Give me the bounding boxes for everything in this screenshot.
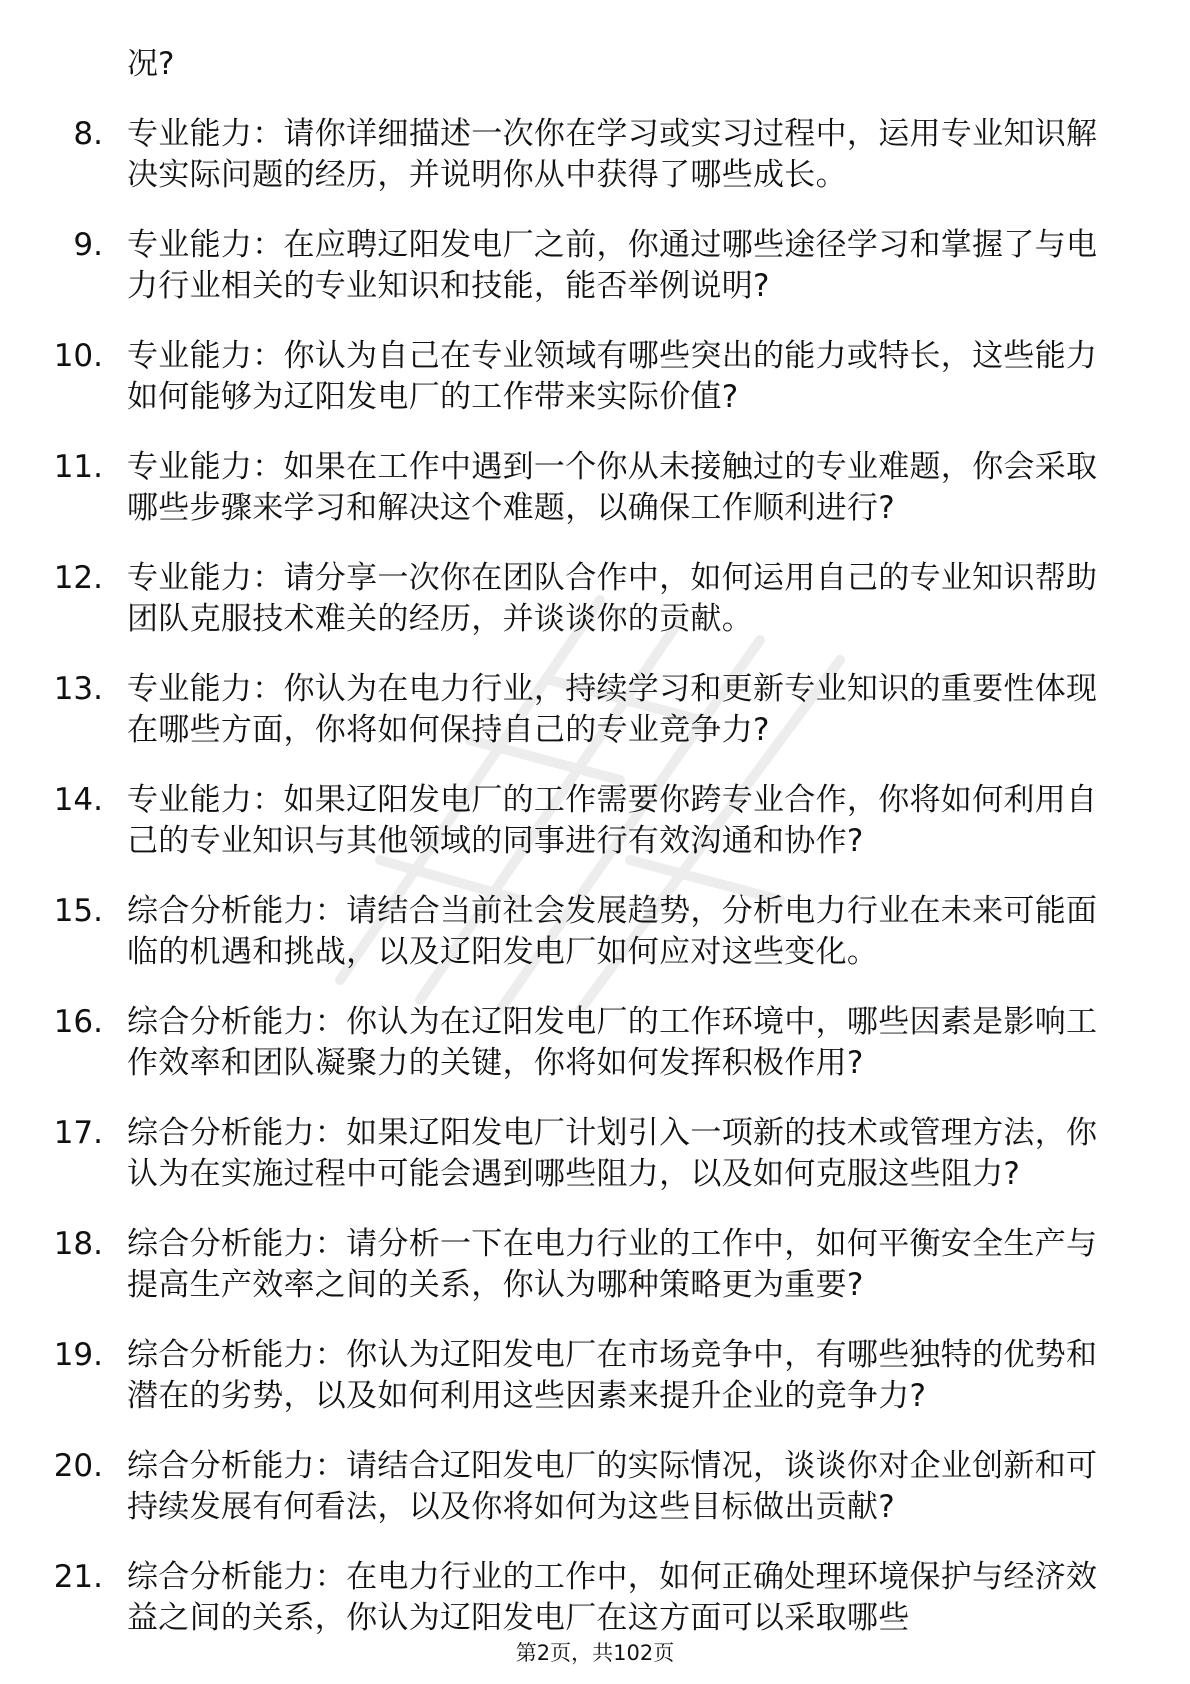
question-number: 21. bbox=[53, 1559, 103, 1595]
question-item bbox=[0, 1557, 1190, 1639]
question-text: 专业能力：请你详细描述一次你在学习或实习过程中，运用专业知识解决实际问题的经历，并说明你从中获得了哪些成长。 bbox=[127, 116, 1098, 193]
question-item bbox=[0, 558, 1190, 640]
question-text: 综合分析能力：请结合当前社会发展趋势，分析电力行业在未来可能面临的机遇和挑战，以及辽阳发电厂如何应对这些变化。 bbox=[127, 893, 1098, 970]
question-number: 10. bbox=[53, 338, 103, 374]
question-text: 专业能力：如果在工作中遇到一个你从未接触过的专业难题，你会采取哪些步骤来学习和解决这个难题，以确保工作顺利进行? bbox=[127, 449, 1098, 526]
question-item bbox=[0, 1113, 1190, 1195]
question-item bbox=[0, 336, 1190, 418]
question-item bbox=[0, 225, 1190, 307]
question-number: 14. bbox=[53, 782, 103, 818]
question-text: 专业能力：你认为在电力行业，持续学习和更新专业知识的重要性体现在哪些方面，你将如何保持自己的专业竞争力? bbox=[127, 671, 1098, 748]
question-number: 16. bbox=[53, 1004, 103, 1040]
question-item bbox=[0, 114, 1190, 196]
question-text: 综合分析能力：如果辽阳发电厂计划引入一项新的技术或管理方法，你认为在实施过程中可能会遇到哪些阻力，以及如何克服这些阻力? bbox=[127, 1115, 1098, 1192]
question-text: 专业能力：如果辽阳发电厂的工作需要你跨专业合作，你将如何利用自己的专业知识与其他领域的同事进行有效沟通和协作? bbox=[127, 782, 1098, 859]
question-item bbox=[0, 1224, 1190, 1306]
question-number: 9. bbox=[73, 227, 103, 263]
question-number: 8. bbox=[73, 116, 103, 152]
question-number: 11. bbox=[53, 449, 103, 485]
question-number: 15. bbox=[53, 893, 103, 929]
question-number: 13. bbox=[53, 671, 103, 707]
question-number: 19. bbox=[53, 1337, 103, 1373]
question-text: 专业能力：在应聘辽阳发电厂之前，你通过哪些途径学习和掌握了与电力行业相关的专业知识和技能，能否举例说明? bbox=[127, 227, 1098, 304]
question-text: 综合分析能力：在电力行业的工作中，如何正确处理环境保护与经济效益之间的关系，你认为辽阳发电厂在这方面可以采取哪些 bbox=[127, 1559, 1098, 1636]
questions-content bbox=[0, 44, 1190, 1639]
question-number: 18. bbox=[53, 1226, 103, 1262]
question-list bbox=[0, 114, 1190, 1639]
question-text: 综合分析能力：你认为在辽阳发电厂的工作环境中，哪些因素是影响工作效率和团队凝聚力的关键，你将如何发挥积极作用? bbox=[127, 1004, 1098, 1081]
question-item bbox=[0, 447, 1190, 529]
question-number: 12. bbox=[53, 560, 103, 596]
question-text: 综合分析能力：你认为辽阳发电厂在市场竞争中，有哪些独特的优势和潜在的劣势，以及如何利用这些因素来提升企业的竞争力? bbox=[127, 1337, 1098, 1414]
question-text: 综合分析能力：请结合辽阳发电厂的实际情况，谈谈你对企业创新和可持续发展有何看法，以及你将如何为这些目标做出贡献? bbox=[127, 1448, 1098, 1525]
question-number: 17. bbox=[53, 1115, 103, 1151]
question-item bbox=[0, 1002, 1190, 1084]
question-item bbox=[0, 1335, 1190, 1417]
question-number: 20. bbox=[53, 1448, 103, 1484]
question-text: 专业能力：你认为自己在专业领域有哪些突出的能力或特长，这些能力如何能够为辽阳发电厂的工作带来实际价值? bbox=[127, 338, 1098, 415]
question-item bbox=[0, 780, 1190, 862]
page-footer: 第2页，共102页 bbox=[515, 1641, 675, 1665]
question-item bbox=[0, 669, 1190, 751]
question-text: 综合分析能力：请分析一下在电力行业的工作中，如何平衡安全生产与提高生产效率之间的关系，你认为哪种策略更为重要? bbox=[127, 1226, 1098, 1303]
question-text: 专业能力：请分享一次你在团队合作中，如何运用自己的专业知识帮助团队克服技术难关的经历，并谈谈你的贡献。 bbox=[127, 560, 1098, 637]
question-item bbox=[0, 891, 1190, 973]
question-item bbox=[0, 1446, 1190, 1528]
continuation-text: 况? bbox=[127, 46, 175, 82]
